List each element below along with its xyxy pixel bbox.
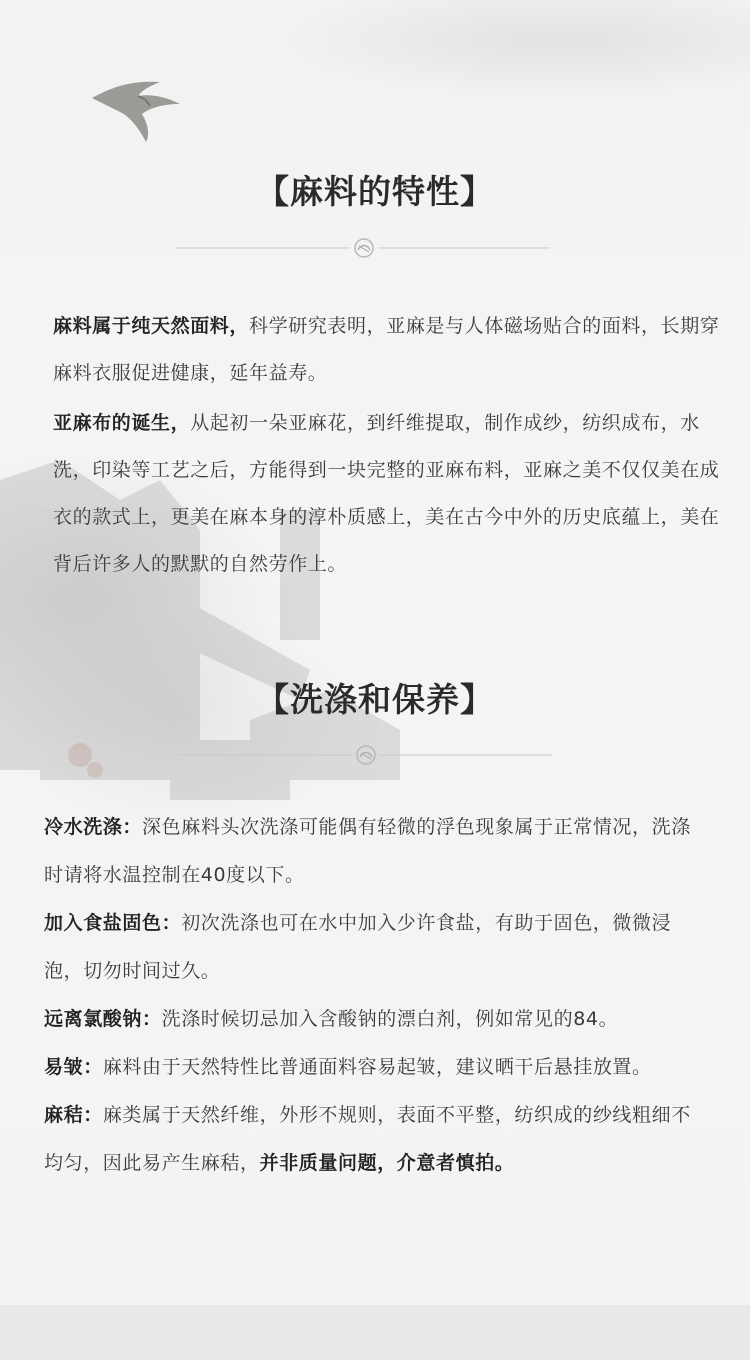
care-item-lead: 远离氯酸钠： (44, 1008, 162, 1030)
care-item-text: 初次洗涤也可在水中加入少许食盐，有助于固色，微微浸泡，切勿时间过久。 (44, 912, 672, 982)
paragraph-linen-birth (53, 400, 723, 588)
section-divider (0, 745, 750, 765)
section-title-care: 【洗涤和保养】 (256, 680, 494, 719)
care-item-lead: 加入食盐固色： (44, 912, 182, 934)
care-item-lead: 易皱： (44, 1056, 103, 1078)
care-item-wrinkle (44, 1043, 704, 1091)
care-item-salt-fix (44, 899, 704, 995)
paragraph-linen-natural (53, 303, 723, 397)
section-title-properties: 【麻料的特性】 (256, 172, 494, 211)
swallow-bird-icon (90, 70, 190, 150)
care-item-text: 麻料由于天然特性比普通面料容易起皱，建议晒干后悬挂放置。 (102, 1056, 652, 1078)
care-item-tail-bold: 并非质量问题，介意者慎拍。 (259, 1152, 515, 1174)
care-item-text: 洗涤时候切忌加入含酸钠的漂白剂，例如常见的84。 (161, 1008, 619, 1030)
care-item-text: 麻类属于天然纤维，外形不规则，表面不平整，纺织成的纱线粗细不均匀，因此易产生麻秸， (44, 1104, 691, 1174)
care-item-cold-wash (44, 803, 704, 899)
care-item-text: 深色麻料头次洗涤可能偶有轻微的浮色现象属于正常情况，洗涤时请将水温控制在40度以下。 (44, 816, 691, 886)
section-divider (0, 238, 750, 258)
care-item-lead: 冷水洗涤： (44, 816, 143, 838)
paragraph-text: 从起初一朵亚麻花，到纤维提取，制作成纱，纺织成布，水洗，印染等工艺之后，方能得到一块完整的亚麻布料，亚麻之美不仅仅美在成衣的款式上，更美在麻本身的淳朴质感上，美在古今中外的历史底蕴上，美在背后许多人的默默的自然劳作上。 (53, 412, 720, 575)
divider-emblem-icon (357, 746, 375, 764)
divider-emblem-icon (355, 239, 373, 257)
paragraph-lead: 麻料属于纯天然面料， (53, 315, 250, 337)
care-item-no-bleach (44, 995, 704, 1043)
paragraph-text: 科学研究表明，亚麻是与人体磁场贴合的面料，长期穿麻料衣服促进健康，延年益寿。 (53, 315, 720, 384)
care-item-lead: 麻秸： (44, 1104, 103, 1126)
footer-strip (0, 1305, 750, 1360)
care-item-flax-slub (44, 1091, 704, 1187)
paragraph-lead: 亚麻布的诞生， (53, 412, 191, 434)
